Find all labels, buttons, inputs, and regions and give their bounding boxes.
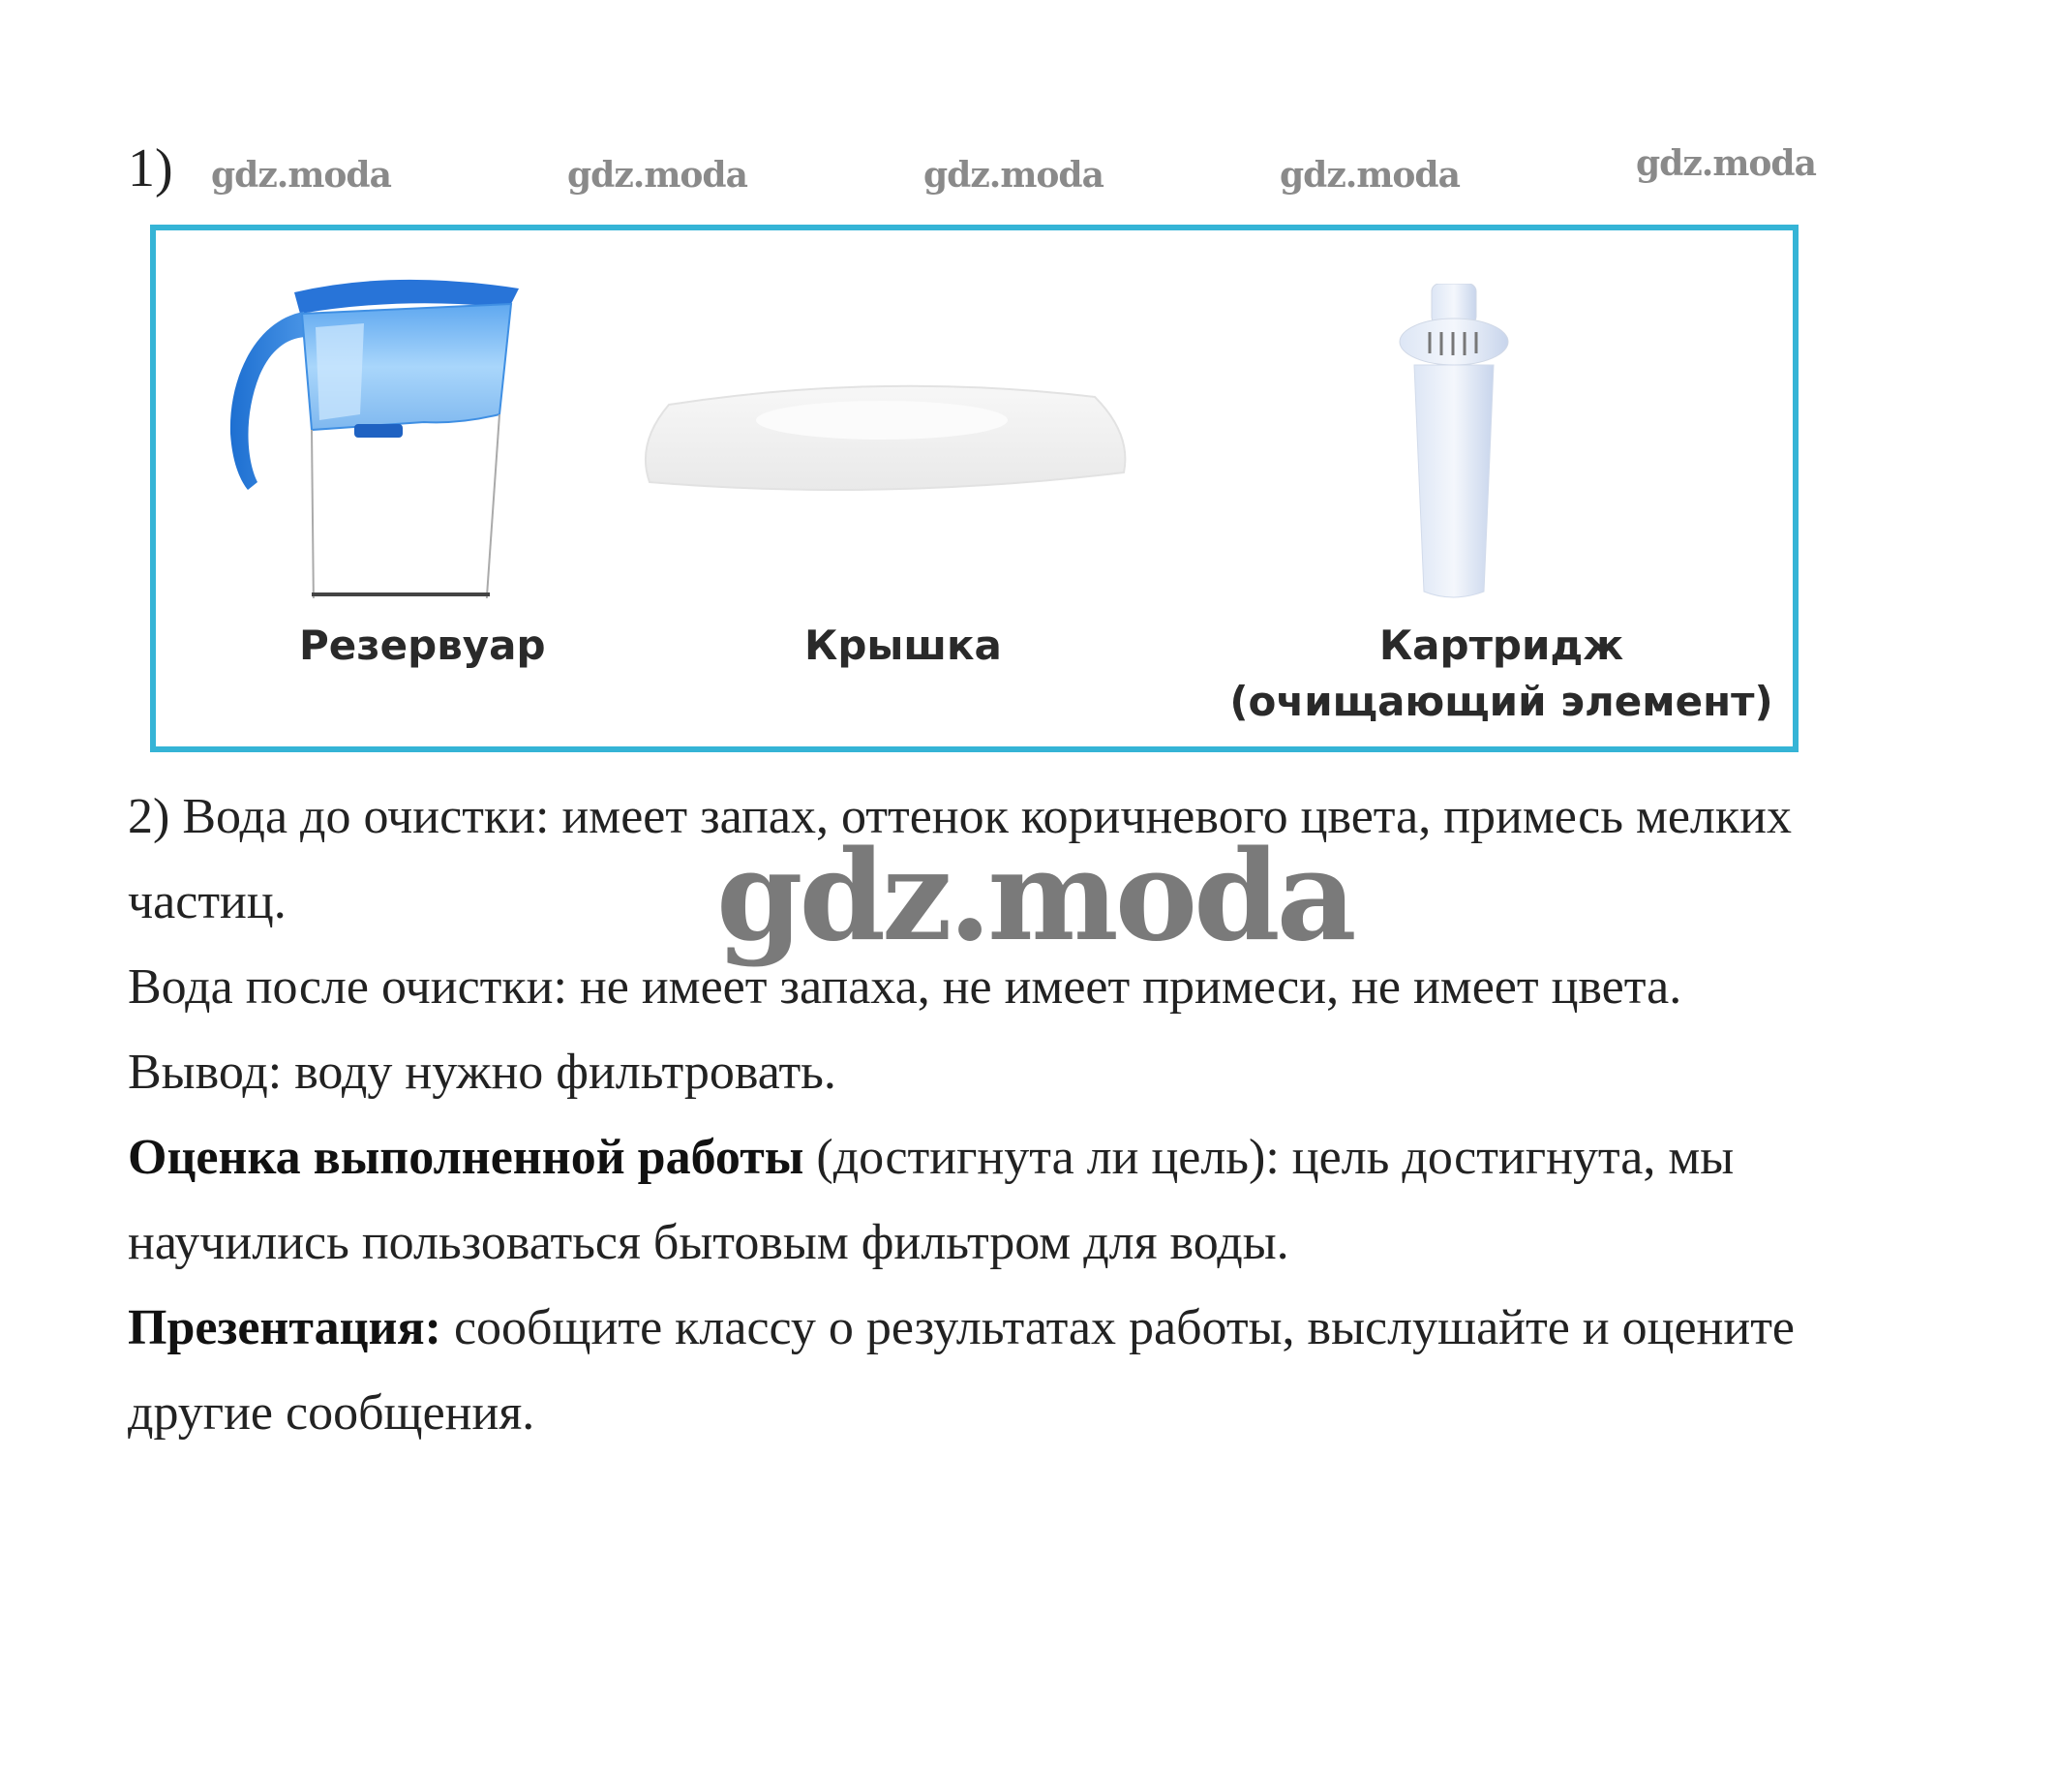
lid-label: Крышка xyxy=(804,622,1002,669)
paragraph-conclusion: Вывод: воду нужно фильтровать. xyxy=(128,1045,836,1100)
watermark-5: gdz.moda xyxy=(1636,143,1816,184)
paragraph-presentation xyxy=(128,1286,1948,1456)
watermark-2: gdz.moda xyxy=(567,155,747,196)
cartridge-image xyxy=(1385,284,1540,603)
cartridge-label-subtitle: (очищающий элемент) xyxy=(1229,678,1773,725)
paragraph-water-after: Вода после очистки: не имеет запаха, не имеет примеси, не имеет цвета. xyxy=(128,959,1682,1015)
item-1-number: 1) xyxy=(128,138,173,198)
cartridge-label: Картридж xyxy=(1378,622,1624,669)
reservoir-image xyxy=(219,269,529,598)
presentation-heading: Презентация: xyxy=(128,1300,441,1355)
watermark-large: gdz.moda xyxy=(716,824,1353,969)
watermark-1: gdz.moda xyxy=(211,155,391,196)
watermark-3: gdz.moda xyxy=(923,155,1104,196)
presentation-text: сообщите классу о результатах работы, выслушайте и оцените другие сообщения. xyxy=(128,1300,1795,1441)
evaluation-heading: Оценка выполненной работы xyxy=(128,1130,804,1185)
paragraph-water-before: 2) Вода до очистки: имеет запах, оттенок коричневого цвета, примесь мелких частиц. xyxy=(128,789,1792,929)
filter-parts-figure xyxy=(150,225,1799,752)
evaluation-text: (достигнута ли цель): цель достигнута, мы научились пользоваться бытовым фильтром для воды. xyxy=(128,1130,1735,1270)
paragraph-evaluation xyxy=(128,1115,1948,1286)
watermark-4: gdz.moda xyxy=(1280,155,1460,196)
lid-image xyxy=(640,376,1134,521)
reservoir-label: Резервуар xyxy=(299,622,546,669)
